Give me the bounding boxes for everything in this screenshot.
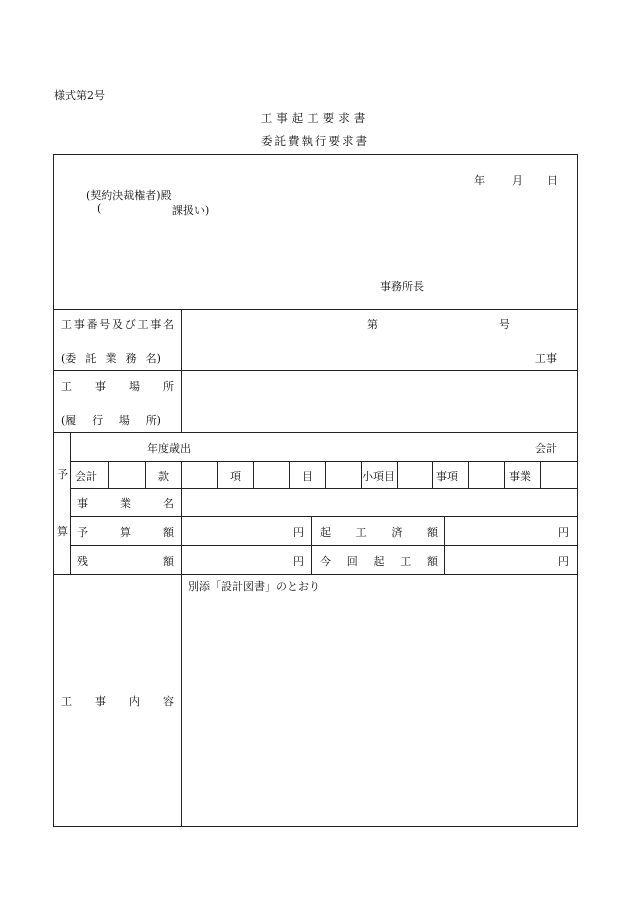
performance-place-label: (履 行 場 所) <box>61 414 161 427</box>
project-number-suffix: 号 <box>499 318 510 331</box>
col-divider <box>181 574 182 827</box>
moku-col: 目 <box>302 470 313 483</box>
col-divider <box>432 461 433 488</box>
kou-col: 項 <box>230 470 241 483</box>
section-handling: 課扱い) <box>172 204 210 217</box>
divider <box>53 370 578 371</box>
col-divider <box>217 461 218 488</box>
date-year: 年 <box>474 174 485 187</box>
kan-col: 款 <box>158 470 169 483</box>
divider <box>53 574 578 575</box>
commission-name-label: (委 託 業 務 名) <box>61 352 161 365</box>
form-number: 様式第2号 <box>54 89 105 102</box>
yen-unit: 円 <box>293 555 304 568</box>
col-divider <box>397 461 398 488</box>
divider <box>70 516 578 517</box>
addressee: (契約決裁権者)殿 <box>86 189 172 202</box>
fiscal-year-expenditure: 年度歳出 <box>147 442 191 455</box>
business-name-label: 事 業 名 <box>77 497 174 510</box>
project-suffix: 工事 <box>535 352 557 365</box>
budget-amount-label: 予 算 額 <box>77 526 174 539</box>
document-title-line2: 委託費執行要求書 <box>261 134 369 148</box>
col-divider <box>70 432 71 574</box>
yen-unit: 円 <box>558 526 569 539</box>
location-label: 工 事 場 所 <box>61 380 174 393</box>
col-divider <box>181 488 182 574</box>
col-divider <box>108 461 109 488</box>
date-day: 日 <box>547 174 558 187</box>
project-number-label: 工 事 番 号 及 び 工 事 名 <box>61 318 174 331</box>
sub-item-col: 小項目 <box>362 470 395 483</box>
col-divider <box>444 516 445 574</box>
col-divider <box>325 461 326 488</box>
date-month: 月 <box>512 174 523 187</box>
col-divider <box>289 461 290 488</box>
business-col: 事業 <box>509 470 531 483</box>
section-open-paren: ( <box>97 202 102 215</box>
budget-side-top: 予 <box>57 468 68 481</box>
divider <box>70 461 578 462</box>
col-divider <box>145 461 146 488</box>
col-divider <box>468 461 469 488</box>
col-divider <box>181 461 182 488</box>
form-frame <box>53 154 578 827</box>
divider <box>70 488 578 489</box>
divider <box>53 309 578 310</box>
document-title-line1: 工事起工要求書 <box>260 111 370 125</box>
matter-col: 事項 <box>436 470 458 483</box>
project-number-prefix: 第 <box>367 318 378 331</box>
yen-unit: 円 <box>558 555 569 568</box>
col-divider <box>540 461 541 488</box>
balance-label: 残 額 <box>77 555 174 568</box>
col-divider <box>253 461 254 488</box>
content-text: 別添「設計図書」のとおり <box>188 580 320 593</box>
yen-unit: 円 <box>293 526 304 539</box>
account-col: 会計 <box>75 470 97 483</box>
started-amount-label: 起 工 済 額 <box>320 526 438 539</box>
current-start-amount-label: 今 回 起 工 額 <box>320 555 438 568</box>
col-divider <box>504 461 505 488</box>
divider <box>53 432 578 433</box>
office-head: 事務所長 <box>380 280 424 293</box>
col-divider <box>181 309 182 432</box>
account-label: 会計 <box>535 442 557 455</box>
divider <box>70 545 578 546</box>
budget-side-bottom: 算 <box>57 525 68 538</box>
content-label: 工 事 内 容 <box>61 695 174 708</box>
col-divider <box>311 516 312 574</box>
